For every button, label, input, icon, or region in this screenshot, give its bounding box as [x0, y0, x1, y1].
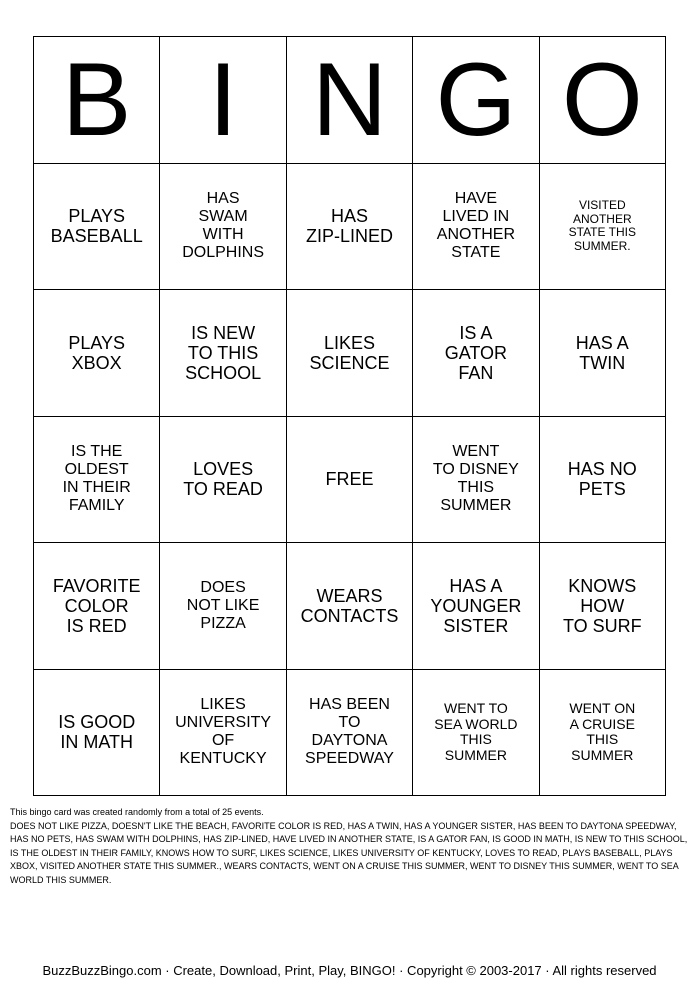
bingo-square: IS NEW TO THIS SCHOOL: [160, 290, 286, 417]
bingo-square: VISITED ANOTHER STATE THIS SUMMER.: [540, 164, 666, 291]
bingo-square: LOVES TO READ: [160, 417, 286, 544]
bingo-square: WENT ON A CRUISE THIS SUMMER: [540, 670, 666, 797]
page-footer: BuzzBuzzBingo.com · Create, Download, Print, Play, BINGO! · Copyright © 2003-2017 · All rights reserved: [42, 963, 657, 978]
bingo-square: IS A GATOR FAN: [413, 290, 539, 417]
header-cell-b: B: [34, 37, 160, 164]
bingo-square: HAS ZIP-LINED: [287, 164, 413, 291]
bingo-square: FAVORITE COLOR IS RED: [34, 543, 160, 670]
bingo-square: HAS A TWIN: [540, 290, 666, 417]
bingo-square: HAVE LIVED IN ANOTHER STATE: [413, 164, 539, 291]
bingo-square: HAS NO PETS: [540, 417, 666, 544]
free-square: FREE: [287, 417, 413, 544]
bingo-square: WENT TO DISNEY THIS SUMMER: [413, 417, 539, 544]
bingo-square: IS GOOD IN MATH: [34, 670, 160, 797]
bingo-square: DOES NOT LIKE PIZZA: [160, 543, 286, 670]
bingo-card: [33, 36, 666, 796]
note-summary: This bingo card was created randomly from a total of 25 events.: [10, 807, 264, 817]
bingo-square: WEARS CONTACTS: [287, 543, 413, 670]
note-event-list: DOES NOT LIKE PIZZA, DOESN'T LIKE THE BEACH, FAVORITE COLOR IS RED, HAS A TWIN, HAS A YOUNGER SISTER, HAS BEEN TO DAYTONA SPEEDWAY, HAS NO PETS, HAS SWAM WITH DOLPHINS, HAS ZIP-LINED, HAVE LIVED IN ANOTHER STATE, IS A GATOR FAN, IS GOOD IN MATH, IS NEW TO THIS SCHOOL, IS THE OLDEST IN THEIR FAMILY, KNOWS HOW TO SURF, LIKES SCIENCE, LIKES UNIVERSITY OF KENTUCKY, LOVES TO READ, PLAYS BASEBALL, PLAYS XBOX, VISITED ANOTHER STATE THIS SUMMER., WEARS CONTACTS, WENT ON A CRUISE THIS SUMMER, WENT TO DISNEY THIS SUMMER, WENT TO SEA WORLD THIS SUMMER.: [10, 820, 688, 885]
header-cell-n: N: [287, 37, 413, 164]
header-cell-g: G: [413, 37, 539, 164]
bingo-square: LIKES UNIVERSITY OF KENTUCKY: [160, 670, 286, 797]
bingo-square: HAS A YOUNGER SISTER: [413, 543, 539, 670]
bingo-square: PLAYS BASEBALL: [34, 164, 160, 291]
bingo-square: HAS SWAM WITH DOLPHINS: [160, 164, 286, 291]
bingo-square: IS THE OLDEST IN THEIR FAMILY: [34, 417, 160, 544]
bingo-square: WENT TO SEA WORLD THIS SUMMER: [413, 670, 539, 797]
header-cell-i: I: [160, 37, 286, 164]
header-cell-o: O: [540, 37, 666, 164]
bingo-square: PLAYS XBOX: [34, 290, 160, 417]
card-generation-note: [10, 806, 690, 888]
bingo-square: LIKES SCIENCE: [287, 290, 413, 417]
bingo-square: KNOWS HOW TO SURF: [540, 543, 666, 670]
bingo-square: HAS BEEN TO DAYTONA SPEEDWAY: [287, 670, 413, 797]
